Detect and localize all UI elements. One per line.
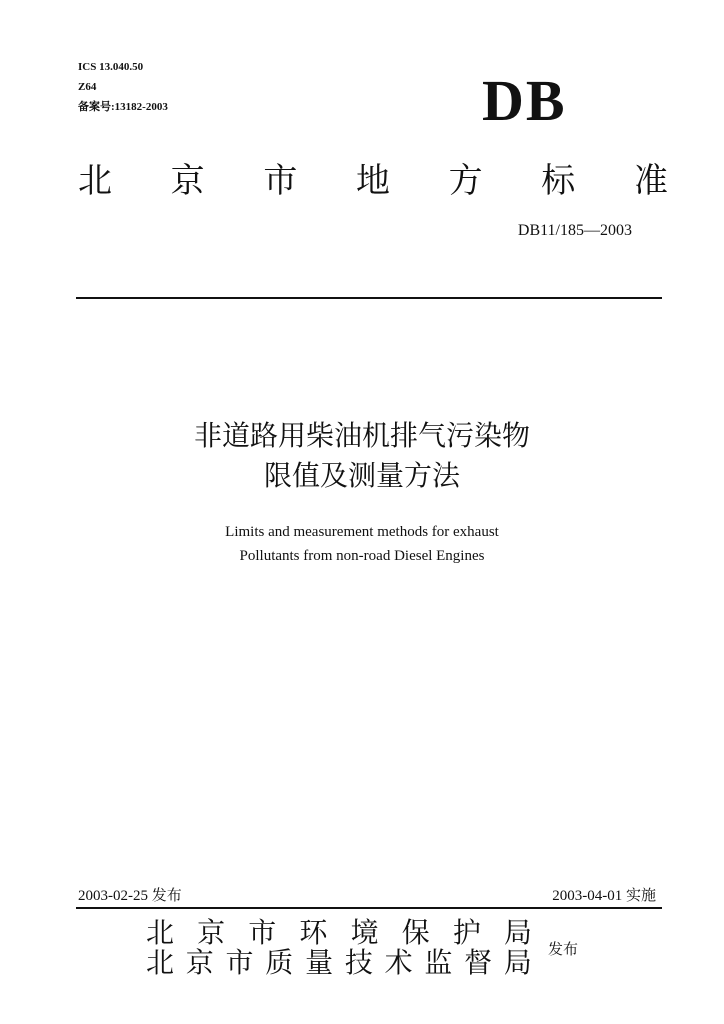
org-char: 护: [452, 916, 481, 949]
org-char: 局: [503, 916, 532, 949]
standard-type-char: 京: [170, 160, 205, 201]
title-english-line-2: Pollutants from non-road Diesel Engines: [239, 548, 485, 564]
issuing-organization-2: [146, 946, 532, 980]
record-number: 备案号:13182-2003: [78, 101, 168, 113]
standard-type-char: 北: [78, 160, 112, 201]
org-char: 质: [265, 946, 294, 979]
org-char: 术: [384, 946, 413, 979]
org-char: 北: [146, 916, 175, 949]
org-char: 督: [464, 946, 493, 979]
issuing-organization-1: [146, 916, 532, 950]
org-char: 环: [299, 916, 328, 949]
publish-label: 发布: [548, 940, 579, 958]
org-char: 保: [401, 916, 430, 949]
issue-date: 2003-02-25 发布: [78, 888, 182, 904]
title-chinese-line-2: 限值及测量方法: [263, 459, 460, 492]
ics-code: ICS 13.040.50: [78, 61, 144, 73]
standard-type-title: [78, 152, 668, 202]
standard-type-char: 方: [448, 160, 483, 201]
org-char: 市: [225, 946, 254, 979]
org-char: 量: [305, 946, 334, 979]
implementation-date: 2003-04-01 实施: [552, 888, 656, 904]
classification-code: Z64: [78, 81, 97, 93]
standard-type-char: 市: [263, 160, 298, 201]
org-char: 北: [146, 946, 175, 979]
standard-number: DB11/185—2003: [517, 222, 632, 239]
org-char: 局: [503, 946, 532, 979]
standard-type-char: 准: [633, 160, 668, 201]
standard-type-char: 地: [355, 160, 390, 201]
title-english-line-1: Limits and measurement methods for exhaust: [225, 524, 499, 540]
org-char: 市: [248, 916, 277, 949]
db-logo: DB: [482, 68, 567, 133]
org-char: 京: [185, 946, 214, 979]
org-char: 京: [197, 916, 226, 949]
org-char: 监: [424, 946, 453, 979]
org-char: 技: [344, 946, 373, 979]
top-divider: [76, 297, 662, 299]
title-chinese-line-1: 非道路用柴油机排气污染物: [193, 419, 530, 452]
standard-type-char: 标: [541, 160, 576, 201]
org-char: 境: [350, 916, 379, 949]
bottom-divider: [76, 907, 662, 909]
